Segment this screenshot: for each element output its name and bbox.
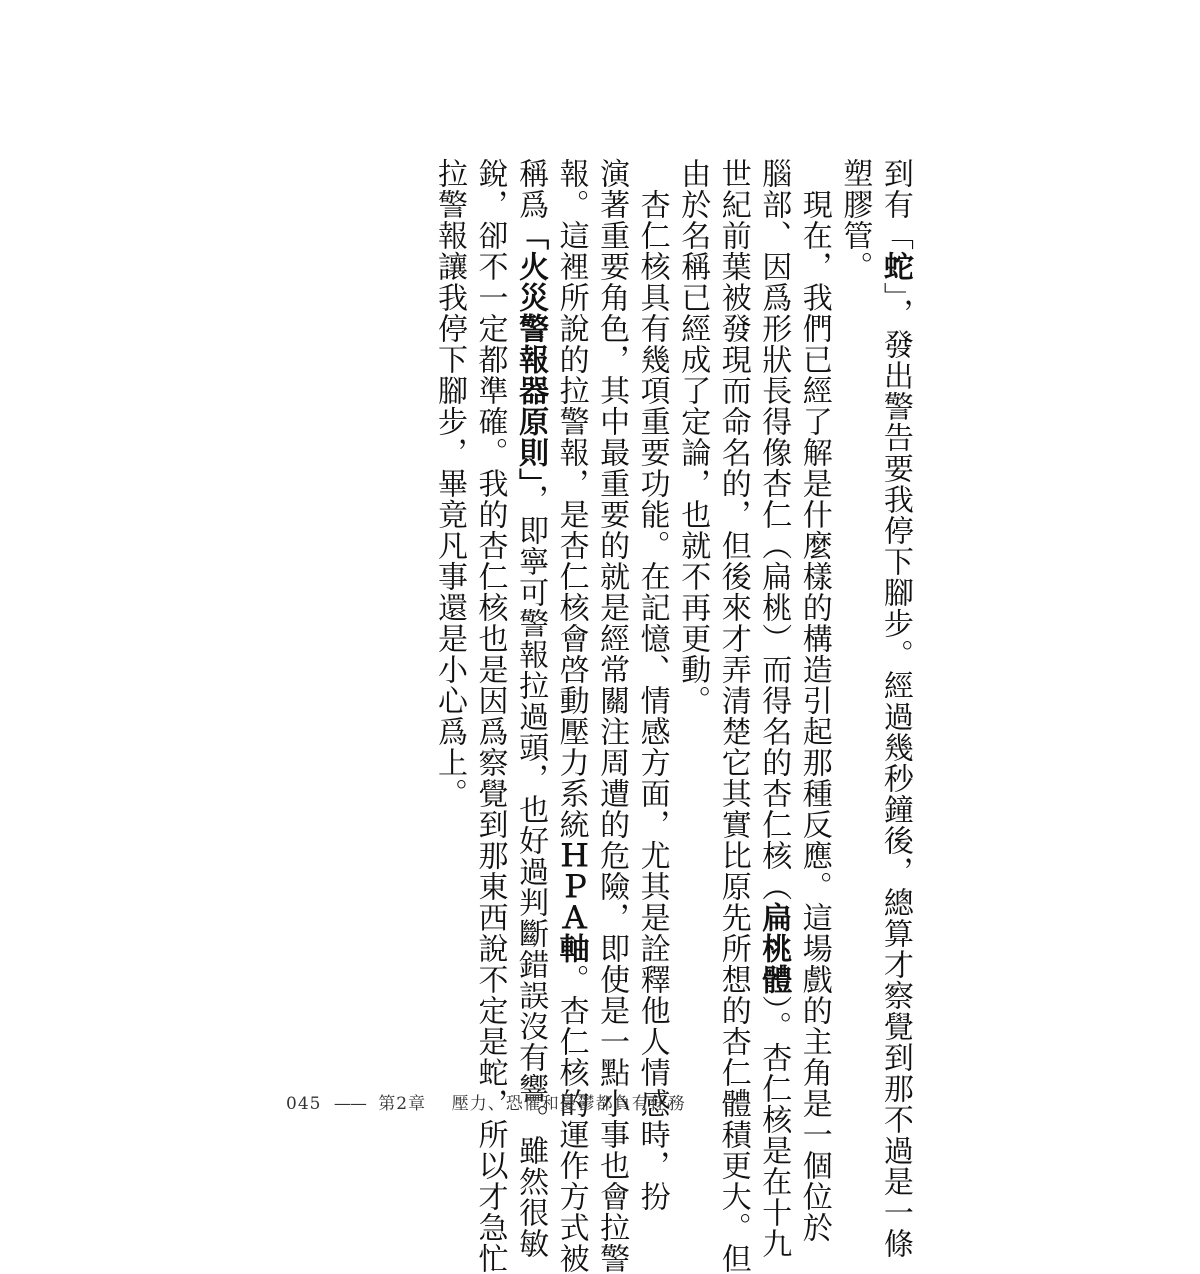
- text-run: 演著重要角色，其中最重要的就是經常關注周遭的危險，即使是一點小事也會拉警: [594, 158, 630, 1274]
- text-column: [837, 158, 871, 1038]
- text-run: 塑膠管。: [837, 158, 873, 282]
- text-run: 報。這裡所說的拉警報，是杏仁核會啓動壓力系統: [553, 158, 589, 840]
- text-run: 腦部、因爲形狀長得像杏仁（扁桃）而得名的杏仁核（: [756, 158, 792, 902]
- footer-dash: ——: [333, 1094, 366, 1114]
- text-column: [877, 158, 913, 1259]
- text-run: ，即寧可警報拉過頭，也好過判斷錯誤沒有響。雖然很敏: [513, 484, 549, 1259]
- text-column: [432, 158, 466, 1038]
- text-run: 到有「: [877, 158, 913, 251]
- text-column: [756, 158, 792, 1259]
- text-run: 稱爲: [513, 158, 549, 220]
- text-column: [675, 158, 709, 1038]
- text-column: [553, 158, 589, 1274]
- bold-term: 扁桃體: [756, 902, 792, 995]
- text-column: [513, 158, 549, 1259]
- text-run: 銳，卻不一定都準確。我的杏仁核也是因爲察覺到那東西說不定是蛇，所以才急忙: [472, 158, 508, 1274]
- text-column: [796, 158, 832, 1243]
- bold-term: 蛇: [877, 251, 913, 282]
- chapter-number: 第2章: [378, 1094, 427, 1114]
- text-run: 杏仁核具有幾項重要功能。在記憶、情感方面，尤其是詮釋他人情感時，扮: [634, 158, 670, 1212]
- text-run: ）。杏仁核是在十九: [756, 995, 792, 1259]
- bold-term: ＨＰＡ軸: [553, 840, 589, 964]
- text-run: 。杏仁核的運作方式被: [553, 964, 589, 1274]
- text-run: 由於名稱已經成了定論，也就不再更動。: [675, 158, 711, 716]
- text-column: [594, 158, 630, 1274]
- chapter-title: 壓力、恐懼和憂鬱都負有任務: [451, 1094, 686, 1114]
- text-run: 世紀前葉被發現而命名的，但後來才弄清楚它其實比原先所想的杏仁體積更大。但: [715, 158, 751, 1274]
- text-run: 拉警報讓我停下腳步，畢竟凡事還是小心爲上。: [432, 158, 467, 809]
- page-number: 045: [286, 1094, 322, 1114]
- text-run: 現在，我們已經了解是什麼樣的構造引起那種反應。這場戲的主角是一個位於: [796, 158, 832, 1243]
- text-column: [715, 158, 751, 1274]
- bold-term: 「火災警報器原則」: [513, 220, 549, 484]
- text-column: [634, 158, 670, 1212]
- page-footer: [286, 1089, 686, 1114]
- text-column: [472, 158, 508, 1274]
- text-run: 」，發出警告要我停下腳步。經過幾秒鐘後，總算才察覺到那不過是一條: [877, 282, 913, 1259]
